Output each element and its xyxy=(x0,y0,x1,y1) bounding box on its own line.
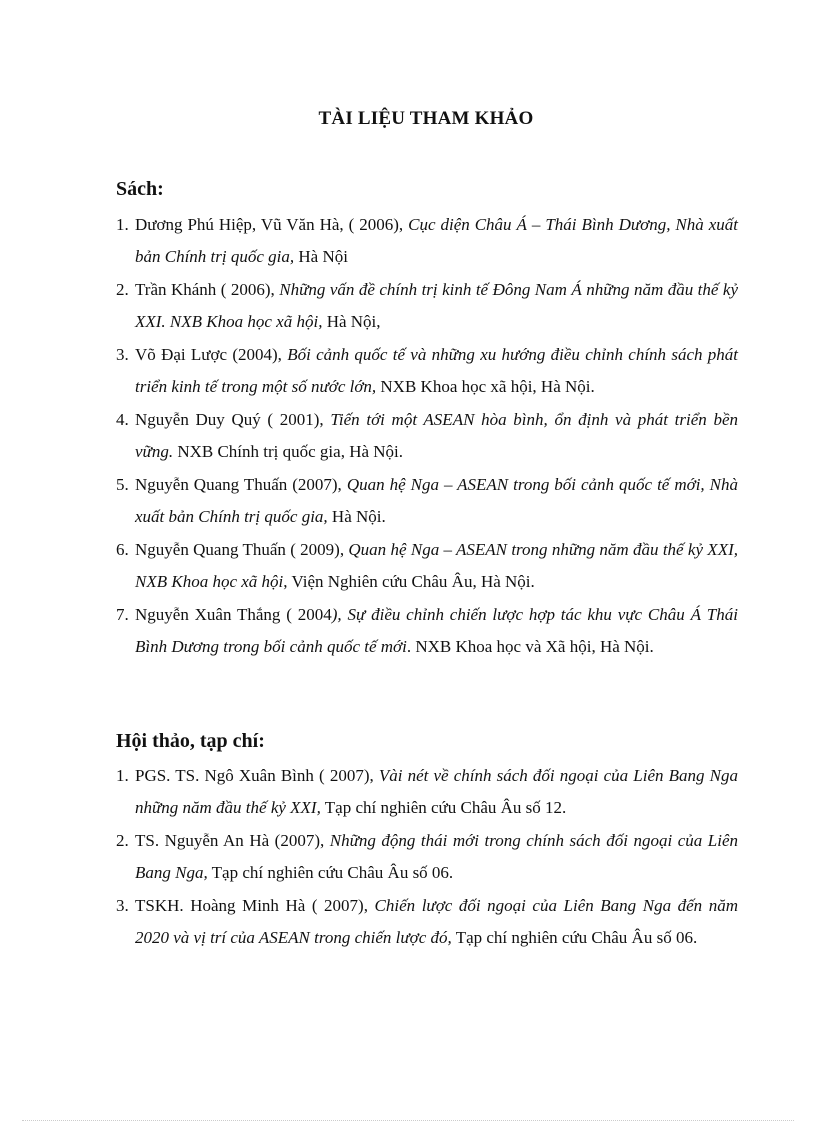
list-item: 3. TSKH. Hoàng Minh Hà ( 2007), Chiến lược đối ngoại của Liên Bang Nga đến năm 2020 và vị trí của ASEAN trong chiến lược đó, Tạp chí nghiên cứu Châu Âu số 06. xyxy=(116,896,738,947)
list-item: 2. Trần Khánh ( 2006), Những vấn đề chính trị kinh tế Đông Nam Á những năm đầu thế kỷ XXI. NXB Khoa học xã hội, Hà Nội, xyxy=(116,280,738,331)
list-item: 1. PGS. TS. Ngô Xuân Bình ( 2007), Vài nét về chính sách đối ngoại của Liên Bang Nga những năm đầu thế kỷ XXI, Tạp chí nghiên cứu Châu Âu số 12. xyxy=(116,766,738,817)
journals-list xyxy=(116,760,738,955)
list-item: 7. Nguyễn Xuân Thắng ( 2004), Sự điều chỉnh chiến lược hợp tác khu vực Châu Á Thái Bình Dương trong bối cảnh quốc tế mới. NXB Khoa học và Xã hội, Hà Nội. xyxy=(116,605,738,656)
books-heading: Sách: xyxy=(116,178,164,200)
list-item: 6. Nguyễn Quang Thuấn ( 2009), Quan hệ Nga – ASEAN trong những năm đầu thế kỷ XXI, NXB Khoa học xã hội, Viện Nghiên cứu Châu Âu, Hà Nội. xyxy=(116,540,738,591)
list-item: 1. Dương Phú Hiệp, Vũ Văn Hà, ( 2006), Cục diện Châu Á – Thái Bình Dương, Nhà xuất bản Chính trị quốc gia, Hà Nội xyxy=(116,215,738,266)
list-item: 5. Nguyễn Quang Thuấn (2007), Quan hệ Nga – ASEAN trong bối cảnh quốc tế mới, Nhà xuất bản Chính trị quốc gia, Hà Nội. xyxy=(116,475,738,526)
books-list xyxy=(116,209,738,664)
page-title: TÀI LIỆU THAM KHẢO xyxy=(318,108,534,129)
list-item: 4. Nguyễn Duy Quý ( 2001), Tiến tới một ASEAN hòa bình, ổn định và phát triển bền vững. NXB Chính trị quốc gia, Hà Nội. xyxy=(116,410,739,461)
list-item: 3. Võ Đại Lược (2004), Bối cảnh quốc tế và những xu hướng điều chỉnh chính sách phát triển kinh tế trong một số nước lớn, NXB Khoa học xã hội, Hà Nội. xyxy=(116,345,738,396)
list-item: 2. TS. Nguyễn An Hà (2007), Những động thái mới trong chính sách đối ngoại của Liên Bang Nga, Tạp chí nghiên cứu Châu Âu số 06. xyxy=(116,831,738,882)
page-bottom-rule xyxy=(22,1120,794,1121)
journals-heading: Hội thảo, tạp chí: xyxy=(116,730,265,752)
